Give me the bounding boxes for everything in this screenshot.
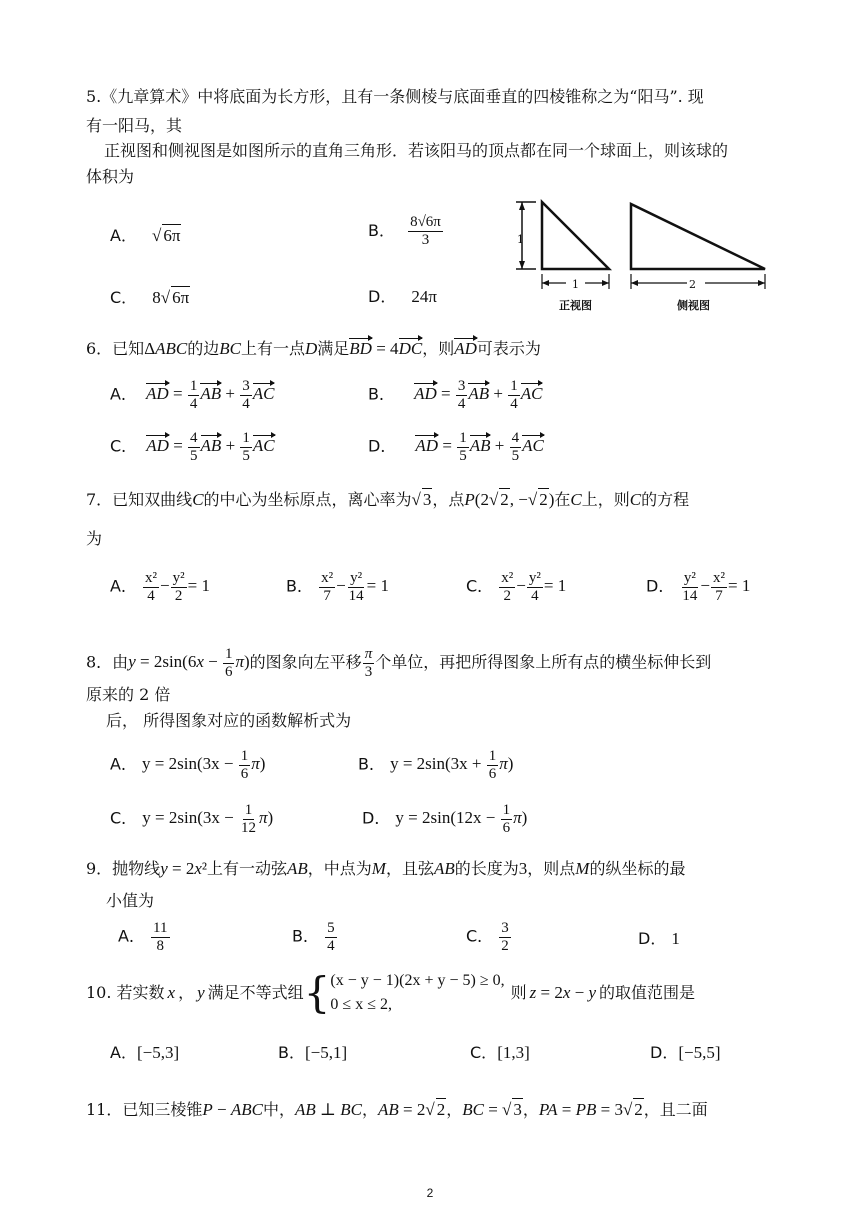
text: ，中点为 xyxy=(307,859,372,878)
q6-stem: 6．已知ΔABC的边BC上有一点D满足BD = 4DC，则AD可表示为 xyxy=(86,339,541,358)
q9-option-b xyxy=(292,920,338,955)
q6-option-b: B． AD = $\frac{3}{4}$ AB + $\frac{1}{4}$ AC xyxy=(368,378,543,412)
q5-line3: 正视图和侧视图是如图所示的直角三角形．若该阳马的顶点都在同一个球面上，则该球的 xyxy=(104,141,729,160)
option-letter: D． xyxy=(368,436,397,456)
numerator: 3 xyxy=(457,378,466,394)
text: 的纵坐标的最 xyxy=(589,859,686,878)
option-value: 24π xyxy=(411,287,438,306)
q9-option-a xyxy=(118,920,171,955)
denominator: 4 xyxy=(510,396,518,412)
inequality-system xyxy=(330,969,504,1017)
denominator: 4 xyxy=(242,396,250,412)
option-letter: D． xyxy=(368,287,397,306)
coefficient: 8 xyxy=(152,288,161,307)
option-letter: C． xyxy=(470,1043,498,1062)
denominator: 4 xyxy=(457,396,466,412)
q10-option-d xyxy=(650,1042,721,1064)
text: 的方程 xyxy=(641,490,690,509)
radicand: 6π xyxy=(172,288,190,307)
q10-stem: 10. 若实数 x ， y 满足不等式组 { (x − y − 1)(2x + y − 5) ≥ 0, 0 ≤ x ≤ 2, 则 z = 2x − y 的取值范围是 xyxy=(86,968,696,1017)
text: 6．已知 xyxy=(86,339,145,358)
numerator: 1 xyxy=(240,748,249,764)
numerator: y² xyxy=(350,570,363,586)
numerator: y² xyxy=(528,570,541,586)
q5-option-d xyxy=(368,286,437,308)
numerator: x² xyxy=(501,570,514,586)
denominator: 2 xyxy=(503,588,512,604)
option-letter: D． xyxy=(638,929,667,948)
text: ，且弦 xyxy=(385,859,434,878)
numerator: 8√6π xyxy=(410,214,441,230)
radicand: 6π xyxy=(163,226,181,245)
text: 上有一点 xyxy=(240,339,305,358)
denominator: 6 xyxy=(502,820,511,836)
q8-option-d: D． y = 2sin(12x − $\frac{1}{6}$ π) xyxy=(362,802,528,836)
numerator: 1 xyxy=(459,430,467,446)
text: 10. 若实数 xyxy=(86,983,165,1002)
expression: y = 2sin(12x − xyxy=(395,808,496,828)
option-letter: A． xyxy=(110,384,137,404)
option-letter: C． xyxy=(466,926,494,946)
numerator: 11 xyxy=(153,920,168,936)
option-value: [−5,1] xyxy=(304,1043,348,1062)
option-letter: D． xyxy=(362,808,391,828)
arrow-down-icon xyxy=(519,261,525,269)
text: 9．抛物线 xyxy=(86,859,161,878)
text: 的长度为 xyxy=(454,859,519,878)
denominator: 8 xyxy=(156,938,165,954)
text: ， xyxy=(522,1100,539,1119)
arrow-left-icon xyxy=(631,280,638,286)
option-letter: B． xyxy=(292,926,319,946)
q10-option-b xyxy=(278,1042,347,1064)
option-letter: C． xyxy=(110,436,138,456)
text: 可表示为 xyxy=(476,339,541,358)
q7-option-d: D． $\frac{\text{y²}}{14}$ − $\frac{\text{x²}}{7}$ = 1 xyxy=(646,570,751,604)
option-value: [−5,5] xyxy=(678,1043,721,1062)
option-letter: D． xyxy=(646,576,675,596)
denominator: 5 xyxy=(190,448,198,464)
numerator: 4 xyxy=(190,430,198,446)
q6-option-a: A． AD = $\frac{1}{4}$ AB + $\frac{3}{4}$ AC xyxy=(110,378,275,412)
denominator: 2 xyxy=(501,938,509,954)
numerator: 3 xyxy=(501,920,509,936)
option-letter: C． xyxy=(110,288,138,307)
q8-option-c: C． y = 2sin(3x − $\frac{1}{12}$ π) xyxy=(110,802,274,836)
q10-option-c xyxy=(470,1042,530,1064)
numerator: x² xyxy=(713,570,726,586)
denominator: 14 xyxy=(682,588,698,604)
q6-option-c: C． AD = $\frac{4}{5}$ AB + $\frac{1}{5}$ AC xyxy=(110,430,275,464)
numerator: y² xyxy=(683,570,696,586)
numerator: 5 xyxy=(327,920,335,936)
height-label: 1 xyxy=(517,233,524,246)
denominator: 6 xyxy=(488,766,497,782)
q7-stem: 7．已知双曲线C的中心为坐标原点，离心率为√ 3，点P(2√ 2, −√ 2)在C上，则C的方程 xyxy=(86,490,690,509)
option-value: √ 6π xyxy=(152,226,181,245)
text: ， xyxy=(178,983,195,1002)
expression: y = 2sin(3x + xyxy=(390,754,482,774)
q7-option-a: A． $\frac{\text{x²}}{4}$ − $\frac{\text{y²}}{2}$ = 1 xyxy=(110,570,210,604)
text: 8．由 xyxy=(86,652,129,672)
inequality-1: (x − y − 1)(2x + y − 5) ≥ 0, xyxy=(330,972,505,989)
text: ， xyxy=(362,1100,379,1119)
denominator: 4 xyxy=(147,588,155,604)
text: 的取值范围是 xyxy=(599,983,696,1002)
arrow-right-icon xyxy=(602,280,609,286)
denominator: 5 xyxy=(511,448,520,464)
numerator: y² xyxy=(172,570,185,586)
option-letter: A． xyxy=(110,226,137,245)
front-width-label: 1 xyxy=(572,278,579,291)
q7-option-b: B． $\frac{\text{x²}}{7}$ − $\frac{\text{y²}}{14}$ = 1 xyxy=(286,570,390,604)
q9-option-d xyxy=(638,928,680,950)
option-letter: D． xyxy=(650,1043,679,1062)
option-fraction xyxy=(408,214,443,249)
q5-option-c xyxy=(110,286,190,309)
option-letter: B． xyxy=(368,384,395,404)
option-letter: A． xyxy=(110,576,137,596)
option-letter: B． xyxy=(368,221,395,240)
q10-option-a xyxy=(110,1042,179,1064)
denominator: 5 xyxy=(242,448,250,464)
denominator: 14 xyxy=(348,588,364,604)
brace-icon: { xyxy=(303,968,331,1017)
inequality-2: 0 ≤ x ≤ 2, xyxy=(330,996,392,1013)
text: 上，则 xyxy=(581,490,630,509)
option-letter: A． xyxy=(118,926,145,946)
q7-stem-cont: 为 xyxy=(86,529,103,548)
text: 在 xyxy=(554,490,571,509)
option-value: [−5,3] xyxy=(136,1043,180,1062)
denominator: 3 xyxy=(421,232,430,248)
page-number: 2 xyxy=(426,1186,434,1200)
q5-line1: 5.《九章算术》中将底面为长方形，且有一条侧棱与底面垂直的四棱锥称之为“阳马”. 现 xyxy=(86,87,704,106)
denominator: 6 xyxy=(240,766,249,782)
q5-option-b xyxy=(368,214,444,249)
option-letter: B． xyxy=(286,576,313,596)
text: 中， xyxy=(262,1100,295,1119)
text: 上有一动弦 xyxy=(206,859,287,878)
denominator: 12 xyxy=(240,820,256,836)
q7-option-c: C． $\frac{\text{x²}}{2}$ − $\frac{\text{y²}}{4}$ = 1 xyxy=(466,570,567,604)
text: 则 xyxy=(510,983,527,1002)
text: 的图象向左平移 xyxy=(249,652,362,672)
arrow-right-icon xyxy=(758,280,765,286)
arrow-up-icon xyxy=(519,202,525,210)
text: ，点 xyxy=(432,490,465,509)
text: 个单位，再把所得图象上所有点的横坐标伸长到 xyxy=(375,652,712,672)
numerator: 4 xyxy=(511,430,520,446)
text: 满足不等式组 xyxy=(207,983,304,1002)
numerator: 1 xyxy=(189,378,198,394)
q8-stem: 8．由y = 2sin(6x − $\frac{1}{6}$ π)的图象向左平移 $\frac{\pi}{3}$ 个单位，再把所得图象上所有点的横坐标伸长到 xyxy=(86,646,712,680)
expression: y = 2sin(3x − xyxy=(142,808,234,828)
q9-stem-cont: 小值为 xyxy=(106,891,155,910)
numerator: 1 xyxy=(242,430,250,446)
numerator: x² xyxy=(145,570,158,586)
q8-option-b: B． y = 2sin(3x + $\frac{1}{6}$ π) xyxy=(358,748,514,782)
q8-stem-cont: 原来的 2 倍 xyxy=(86,685,171,704)
q5-option-a xyxy=(110,224,181,247)
text: 7．已知双曲线 xyxy=(86,490,193,509)
three-view-figure xyxy=(512,196,772,314)
q5-line2: 有一阳马，其 xyxy=(86,116,183,135)
text: 的边 xyxy=(187,339,220,358)
denominator: 2 xyxy=(174,588,183,604)
option-value: 1 xyxy=(671,929,680,948)
side-width-label: 2 xyxy=(689,278,696,291)
denominator: 4 xyxy=(189,396,198,412)
text: ，则 xyxy=(422,339,455,358)
q8-option-a: A． y = 2sin(3x − $\frac{1}{6}$ π) xyxy=(110,748,266,782)
denominator: 4 xyxy=(531,588,539,604)
side-view-label: 侧视图 xyxy=(677,299,710,312)
text: ， xyxy=(446,1100,463,1119)
q9-stem: 9．抛物线y = 2x²上有一动弦AB，中点为M，且弦AB的长度为3，则点M的纵坐标的最 xyxy=(86,859,686,878)
q9-option-c xyxy=(466,920,512,955)
text: 11．已知三棱锥 xyxy=(86,1100,203,1119)
expression: y = 2sin(3x − xyxy=(142,754,234,774)
q5-line4: 体积为 xyxy=(86,167,135,186)
denominator: 7 xyxy=(323,588,331,604)
q11-stem: 11．已知三棱锥P − ABC中，AB ⊥ BC，AB = 2√ 2，BC = √ 3，PA = PB = 3√ 2，且二面 xyxy=(86,1100,708,1119)
option-letter: C． xyxy=(466,576,494,596)
option-letter: B． xyxy=(358,754,385,774)
option-value: 8√ 6π xyxy=(152,288,190,307)
numerator: x² xyxy=(321,570,334,586)
denominator: 5 xyxy=(459,448,467,464)
option-letter: C． xyxy=(110,808,138,828)
text: ，且二面 xyxy=(643,1100,708,1119)
side-view-triangle xyxy=(631,204,765,269)
front-view-label: 正视图 xyxy=(559,299,592,312)
denominator: 4 xyxy=(327,938,335,954)
arrow-left-icon xyxy=(542,280,549,286)
option-letter: A． xyxy=(110,1043,137,1062)
option-letter: A． xyxy=(110,754,137,774)
numerator: 1 xyxy=(510,378,518,394)
text: 的中心为坐标原点，离心率为 xyxy=(203,490,412,509)
numerator: 1 xyxy=(488,748,497,764)
q6-option-d: D． AD = $\frac{1}{5}$ AB + $\frac{4}{5}$ AC xyxy=(368,430,544,464)
option-letter: B． xyxy=(278,1043,305,1062)
numerator: 1 xyxy=(502,802,511,818)
text: ，则点 xyxy=(527,859,576,878)
q8-stem-cont2: 后， 所得图象对应的函数解析式为 xyxy=(106,711,352,730)
numerator: 1 xyxy=(244,802,253,818)
denominator: 7 xyxy=(715,588,723,604)
numerator: 3 xyxy=(242,378,250,394)
text: 满足 xyxy=(317,339,350,358)
front-view-triangle xyxy=(542,202,609,269)
option-value: [1,3] xyxy=(497,1043,530,1062)
